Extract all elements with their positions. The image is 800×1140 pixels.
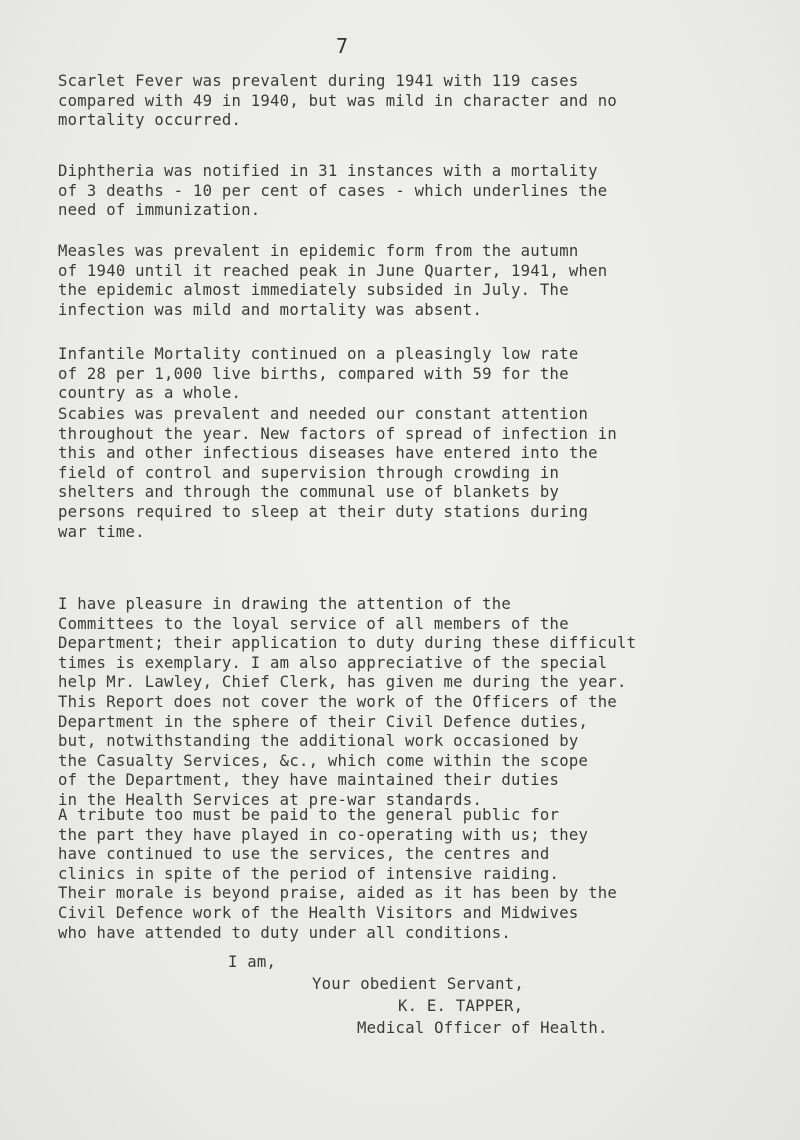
page-number: 7 (336, 34, 349, 58)
signatory-name: K. E. TAPPER, (398, 997, 524, 1015)
paragraph-staff-acknowledgement: I have pleasure in drawing the attention of the Committees to the loyal service of all members of the Department; their application to duty during these difficult times is exemplary. I am also appreciative of the special help Mr. Lawley, Chief Clerk, has given me during the year. This Report does not cover the work of the Officers of the Department in the sphere of their Civil Defence duties, but, notwithstanding the additional work occasioned by the Casualty Services, &c., which come within the scope of the Department, they have maintained their duties in the Health Services at pre-war standards. (58, 595, 637, 809)
paragraph-scarlet-fever: Scarlet Fever was prevalent during 1941 with 119 cases compared with 49 in 1940, but was mild in character and no mortality occurred. (58, 72, 618, 130)
paragraph-infantile-mortality: Infantile Mortality continued on a pleasingly low rate of 28 per 1,000 live births, compared with 59 for the country as a whole. (58, 345, 579, 403)
closing-salutation: I am, (228, 953, 277, 971)
paragraph-diphtheria: Diphtheria was notified in 31 instances with a mortality of 3 deaths - 10 per cent of cases - which underlines the need of immunization. (58, 162, 608, 220)
paragraph-measles: Measles was prevalent in epidemic form from the autumn of 1940 until it reached peak in June Quarter, 1941, when the epidemic almost immediately subsided in July. The infection was mild and mortality was absent. (58, 242, 608, 319)
closing-servant-line: Your obedient Servant, (312, 975, 525, 993)
signatory-title: Medical Officer of Health. (357, 1019, 608, 1037)
paragraph-scabies: Scabies was prevalent and needed our constant attention throughout the year. New factors of spread of infection in this and other infectious diseases have entered into the field of control and supervision through crowding in shelters and through the communal use of blankets by persons required to sleep at their duty stations during war time. (58, 405, 618, 541)
paragraph-public-tribute: A tribute too must be paid to the general public for the part they have played in co-operating with us; they have continued to use the services, the centres and clinics in spite of the period of intensive raiding. Their morale is beyond praise, aided as it has been by the Civil Defence work of the Health Visitors and Midwives who have attended to duty under all conditions. (58, 806, 618, 942)
